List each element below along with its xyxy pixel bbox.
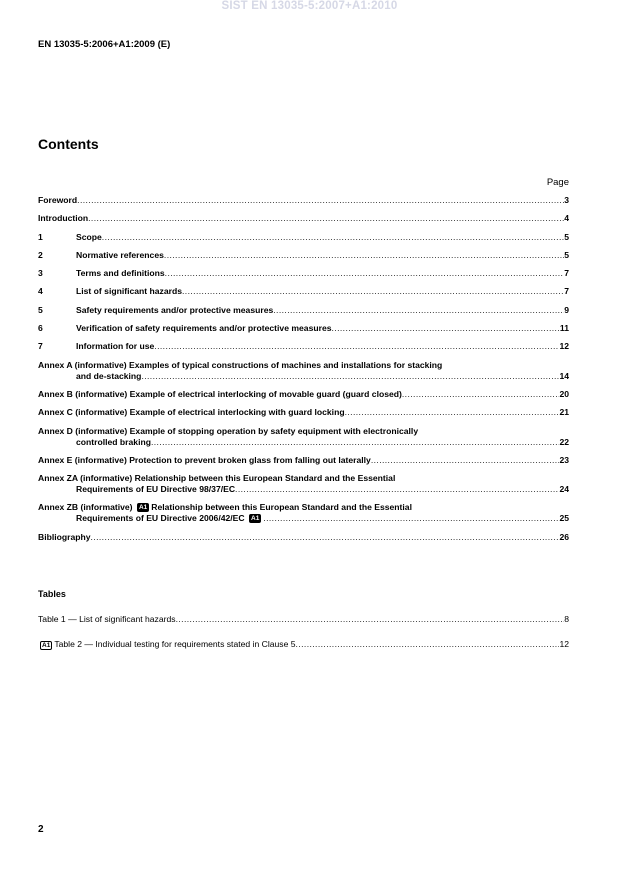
toc-entry-annex-b[interactable] — [38, 389, 569, 400]
amendment-end-marker-icon: A1 — [251, 515, 260, 523]
toc-entry-page: 9 — [564, 304, 569, 315]
toc-entry-title: Foreword — [38, 195, 78, 205]
toc-entry-annex-za[interactable] — [38, 473, 569, 495]
dot-leader — [154, 341, 559, 352]
table-entry-2[interactable] — [38, 639, 569, 650]
toc-entry-foreword[interactable] — [38, 195, 569, 206]
toc-entry-introduction[interactable] — [38, 213, 569, 224]
toc-entry-annex-d[interactable] — [38, 426, 569, 448]
toc-entry-page: 11 — [559, 323, 569, 334]
toc-entry-page: 3 — [564, 195, 569, 205]
annex-title-line — [38, 502, 569, 513]
toc-entry-annex-e[interactable] — [38, 455, 569, 466]
toc-entry-number: 5 — [38, 304, 43, 315]
annex-title-line: Annex ZA (informative) Relationship between this European Standard and the Essential — [38, 473, 396, 484]
toc-entry-page: 4 — [564, 213, 569, 224]
table-entry-title: Table 1 — List of significant hazards — [38, 614, 176, 624]
annex-title-line: Annex D (informative) Example of stopping operation by safety equipment with electronically — [38, 425, 419, 436]
annex-label: Annex ZB (informative) — [38, 502, 133, 513]
document-id: EN 13035-5:2006+A1:2009 (E) — [38, 39, 171, 50]
annex-title-continuation: Requirements of EU Directive 98/37/EC — [76, 484, 236, 495]
dot-leader — [273, 305, 564, 316]
toc-entry-page: 7 — [564, 268, 569, 279]
dot-leader — [102, 232, 564, 243]
contents-heading: Contents — [38, 136, 99, 152]
dot-leader — [235, 484, 559, 495]
toc-entry-annex-a[interactable] — [38, 360, 569, 382]
dot-leader — [77, 195, 564, 206]
dot-leader — [345, 407, 560, 418]
toc-entry-terms-definitions[interactable] — [38, 268, 569, 279]
toc-entry-annex-c[interactable] — [38, 407, 569, 418]
toc-entry-title: List of significant hazards — [76, 286, 183, 297]
toc-entry-number: 6 — [38, 323, 43, 334]
toc-entry-page: 26 — [559, 531, 569, 542]
dot-leader — [371, 455, 560, 466]
dot-leader — [151, 437, 559, 448]
annex-title-line: Annex A (informative) Examples of typical constructions of machines and installations for stacking — [38, 359, 443, 370]
toc-entry-scope[interactable] — [38, 232, 569, 243]
toc-entry-page: 22 — [559, 436, 569, 447]
annex-title-line: Annex C (informative) Example of electrical interlocking with guard locking — [38, 407, 345, 418]
annex-title-continuation: and de-stacking — [76, 370, 142, 381]
toc-entry-information-for-use[interactable] — [38, 341, 569, 352]
dot-leader — [176, 614, 565, 625]
dot-leader — [88, 213, 564, 224]
annex-title-line: Annex E (informative) Protection to prevent broken glass from falling out laterally — [38, 454, 371, 465]
toc-entry-page: 7 — [564, 286, 569, 297]
table-entry-page: 8 — [564, 614, 569, 624]
toc-entry-page: 20 — [559, 388, 569, 399]
dot-leader — [332, 323, 560, 334]
dot-leader — [164, 250, 564, 261]
toc-entry-title: Scope — [76, 231, 102, 242]
toc-entry-page: 24 — [559, 484, 569, 495]
toc-entry-page: 23 — [559, 454, 569, 465]
toc-entry-bibliography[interactable] — [38, 532, 569, 543]
table-of-contents — [38, 195, 569, 550]
toc-entry-title: Normative references — [76, 249, 164, 260]
toc-entry-number: 3 — [38, 268, 43, 279]
toc-entry-number: 7 — [38, 341, 43, 352]
toc-entry-title: Terms and definitions — [76, 268, 165, 279]
table-entry-1[interactable] — [38, 614, 569, 625]
annex-title-line: Annex B (informative) Example of electrical interlocking of movable guard (guard closed) — [38, 388, 402, 399]
toc-entry-annex-zb[interactable] — [38, 502, 569, 524]
toc-entry-verification[interactable] — [38, 323, 569, 334]
amendment-start-marker-icon: A1 — [138, 504, 148, 512]
tables-list — [38, 614, 569, 664]
toc-entry-number: 2 — [38, 249, 43, 260]
toc-entry-title: Introduction — [38, 213, 89, 224]
dot-leader — [296, 639, 560, 650]
dot-leader — [402, 389, 560, 400]
toc-entry-page: 5 — [564, 249, 569, 260]
toc-entry-title: Information for use — [76, 341, 155, 352]
toc-entry-page: 5 — [564, 231, 569, 242]
table-entry-page: 12 — [559, 639, 569, 649]
dot-leader — [91, 532, 560, 543]
dot-leader — [165, 268, 565, 279]
table-entry-title: Table 2 — Individual testing for requirements stated in Clause 5 — [54, 639, 296, 649]
toc-entry-title: Bibliography — [38, 531, 91, 542]
toc-entry-number: 4 — [38, 286, 43, 297]
page-column-label: Page — [546, 177, 569, 188]
tables-heading: Tables — [38, 589, 66, 599]
toc-entry-hazards[interactable] — [38, 286, 569, 297]
annex-title-continuation: Requirements of EU Directive 2006/42/EC — [76, 513, 245, 524]
toc-entry-normative-references[interactable] — [38, 250, 569, 261]
page-number: 2 — [38, 824, 44, 835]
annex-title-continuation: controlled braking — [76, 436, 151, 447]
annex-title-text: Relationship between this European Standard and the Essential — [151, 502, 412, 513]
toc-entry-page: 12 — [559, 341, 569, 352]
dot-leader — [141, 371, 559, 382]
toc-entry-page: 14 — [559, 370, 569, 381]
toc-entry-safety-requirements[interactable] — [38, 305, 569, 316]
watermark: SIST EN 13035-5:2007+A1:2010 — [221, 0, 398, 12]
toc-entry-title: Safety requirements and/or protective measures — [76, 304, 274, 315]
dot-leader — [182, 286, 564, 297]
toc-entry-number: 1 — [38, 231, 43, 242]
dot-leader — [263, 513, 559, 524]
toc-entry-title: Verification of safety requirements and/or protective measures — [76, 323, 332, 334]
toc-entry-page: 21 — [559, 407, 569, 418]
amendment-start-marker-icon: A1 — [42, 642, 51, 649]
toc-entry-page: 25 — [559, 513, 569, 524]
